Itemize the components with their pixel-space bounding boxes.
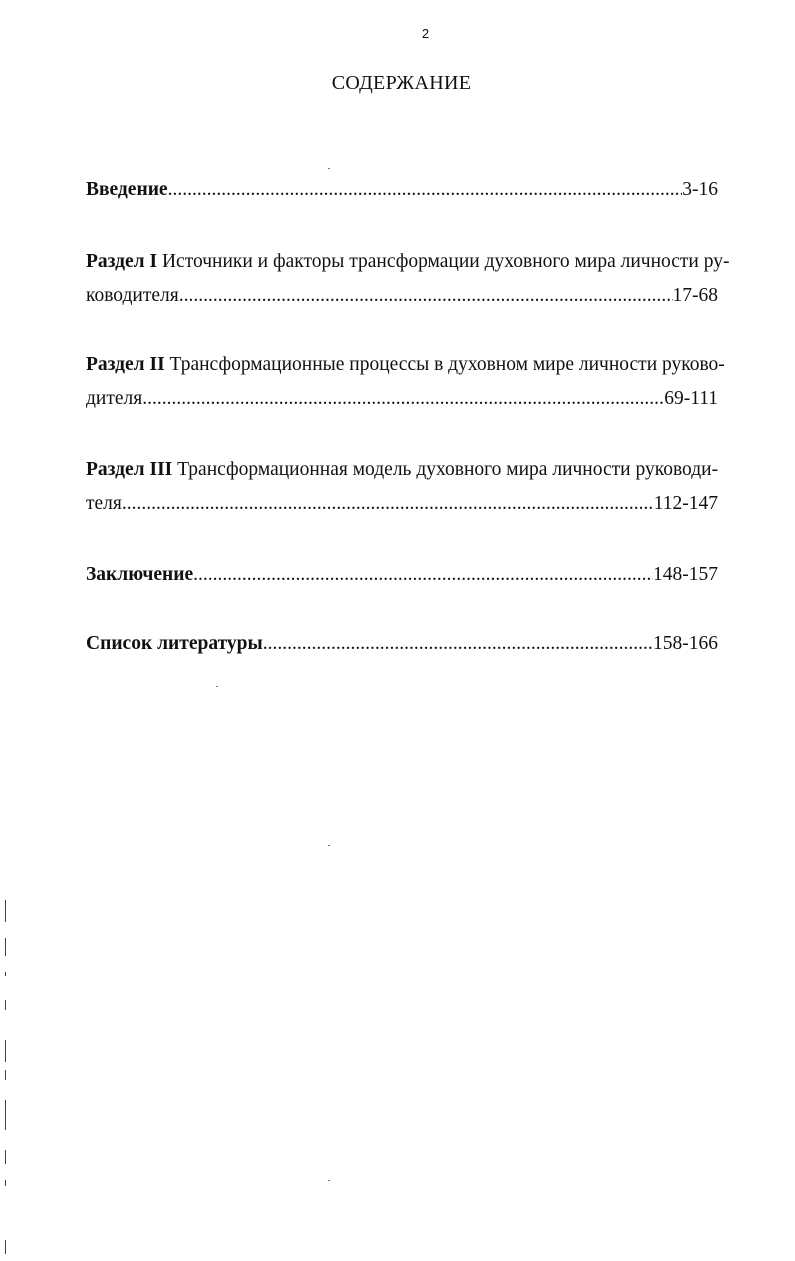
toc-entry-pages: 158-166 (653, 633, 718, 654)
toc-entry-label: Введение (86, 179, 168, 200)
dot-leader (142, 388, 664, 410)
toc-entry-section-3 (86, 459, 718, 515)
toc-entry-title-line1: Трансформационная модель духовного мира личности руководи- (177, 459, 719, 480)
toc-entry-section-label: Раздел II (86, 354, 165, 375)
toc-entry-title-line1: Трансформационные процессы в духовном мире личности руково- (169, 354, 725, 375)
toc-entry-title-line1: Источники и факторы трансформации духовного мира личности ру- (161, 251, 730, 272)
toc-entry-section-label: Раздел III (86, 459, 173, 480)
toc-entry-title-line2: ководителя (86, 285, 179, 306)
toc-entry-pages: 69-111 (664, 388, 718, 409)
toc-entry-section-1 (86, 251, 730, 307)
toc-entry-first-line (86, 459, 718, 481)
scan-margin-marks (4, 900, 8, 1260)
toc-entry-title-line2: дителя (86, 388, 143, 409)
toc-entry-pages: 148-157 (653, 564, 718, 585)
toc-line (86, 179, 718, 201)
toc-entry-first-line (86, 354, 725, 376)
page-number: 2 (421, 26, 430, 41)
toc-line (86, 564, 718, 586)
dot-leader (263, 633, 653, 655)
toc-entry-first-line (86, 251, 730, 273)
toc-entry-bibliography (86, 633, 718, 655)
toc-line (86, 285, 718, 307)
toc-entry-pages: 17-68 (672, 285, 718, 306)
scan-speck (328, 845, 330, 846)
toc-entry-section-label: Раздел I (86, 251, 158, 272)
dot-leader (179, 285, 673, 307)
toc-entry-introduction (86, 179, 718, 201)
scan-speck (328, 168, 330, 169)
toc-entry-pages: 3-16 (682, 179, 718, 200)
toc-entry-title-line2: теля (86, 493, 122, 514)
toc-entry-section-2 (86, 354, 725, 410)
toc-entry-conclusion (86, 564, 718, 586)
dot-leader (168, 179, 683, 201)
toc-entry-pages: 112-147 (653, 493, 718, 514)
toc-entry-label: Заключение (86, 564, 194, 585)
dot-leader (193, 564, 653, 586)
page-title: СОДЕРЖАНИЕ (331, 72, 472, 94)
toc-entry-label: Список литературы (86, 633, 263, 654)
toc-line (86, 388, 718, 410)
toc-line (86, 493, 718, 515)
scan-speck (216, 686, 218, 687)
scan-speck (328, 1180, 330, 1181)
dot-leader (122, 493, 654, 515)
toc-line (86, 633, 718, 655)
